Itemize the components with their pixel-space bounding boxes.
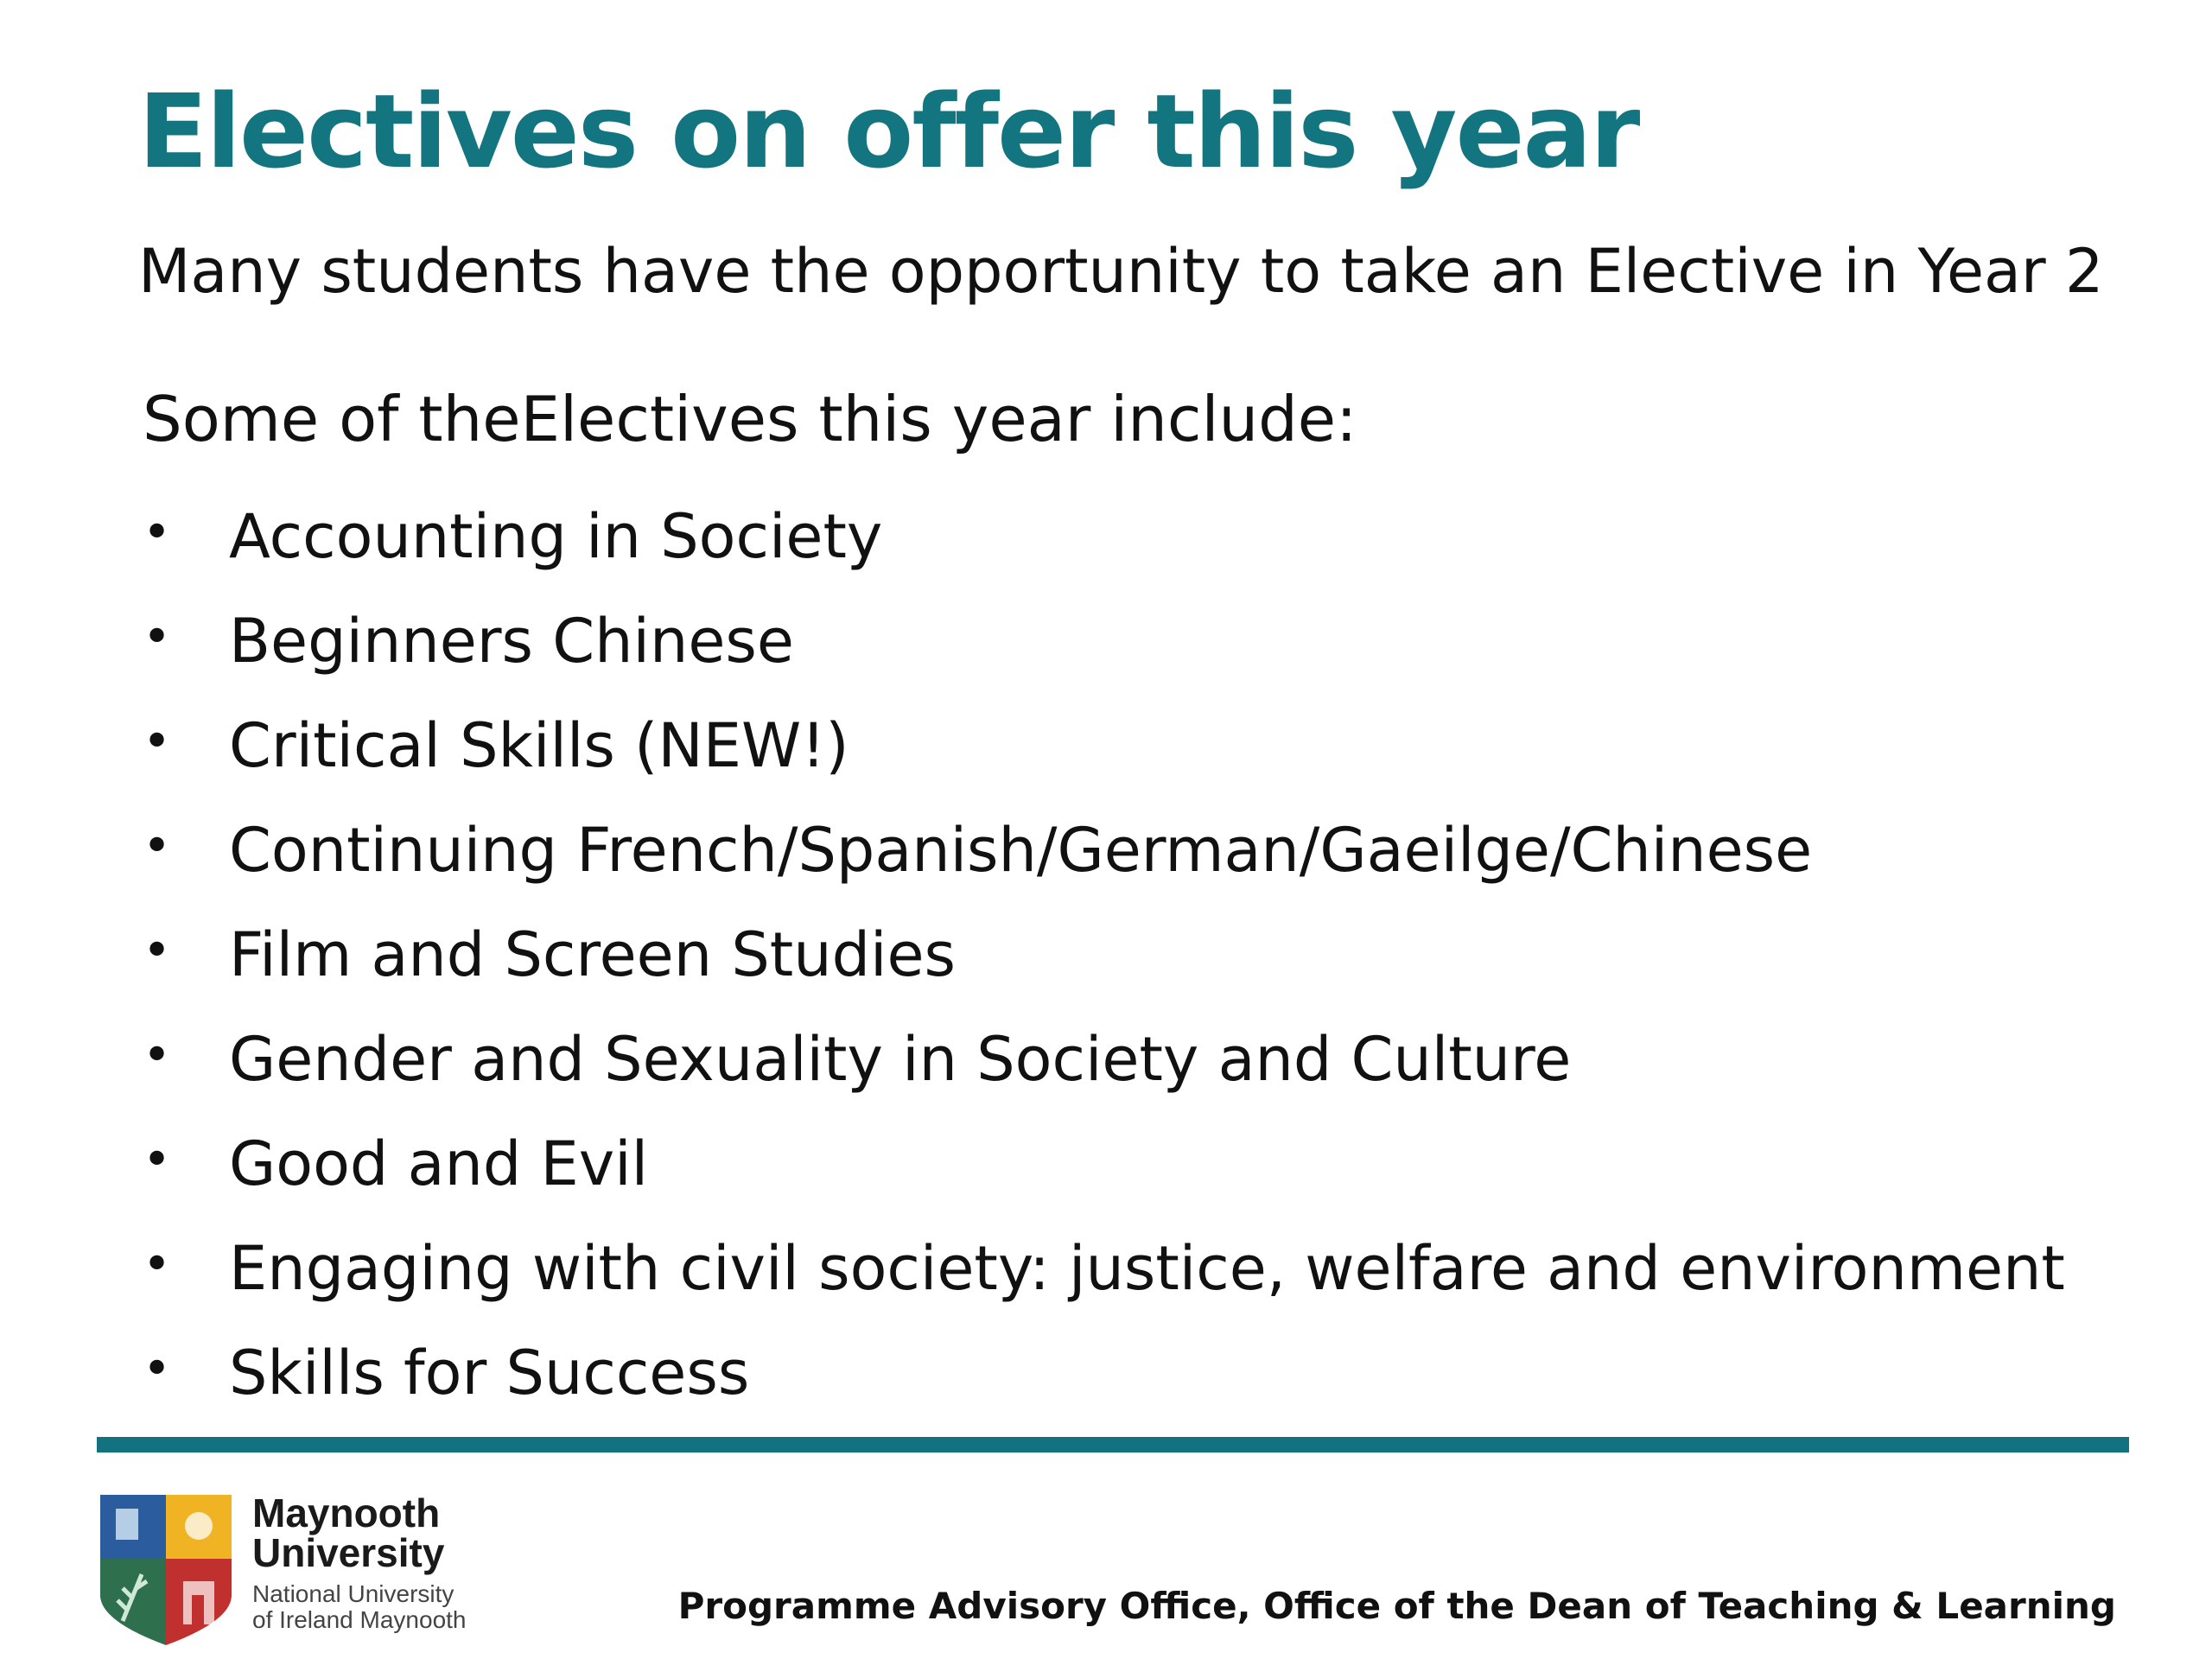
- bullet-icon: •: [143, 713, 172, 770]
- footer-divider: [97, 1437, 2129, 1452]
- logo-sub-line1: National University: [252, 1580, 454, 1607]
- list-item: [143, 693, 2065, 798]
- bullet-icon: •: [143, 1131, 172, 1188]
- logo-text: [252, 1493, 467, 1633]
- bullet-icon: •: [143, 817, 172, 874]
- elective-label: Critical Skills (NEW!): [229, 709, 849, 781]
- elective-label: Continuing French/Spanish/German/Gaeilge/Chinese: [229, 814, 1813, 886]
- list-item: [143, 798, 2065, 902]
- logo-sub-line2: of Ireland Maynooth: [252, 1606, 467, 1633]
- list-item: [143, 1320, 2065, 1425]
- list-item: [143, 588, 2065, 693]
- list-item: [143, 1216, 2065, 1320]
- list-item: [143, 902, 2065, 1007]
- bullet-icon: •: [143, 1236, 172, 1293]
- university-crest-icon: [97, 1491, 235, 1649]
- bullet-icon: •: [143, 1340, 172, 1397]
- bullet-icon: •: [143, 504, 172, 561]
- elective-label: Beginners Chinese: [229, 605, 794, 677]
- electives-list: [143, 484, 2065, 1425]
- logo-name-line2: University: [252, 1530, 445, 1575]
- elective-label: Accounting in Society: [229, 500, 883, 572]
- bullet-icon: •: [143, 608, 172, 665]
- elective-label: Skills for Success: [229, 1337, 750, 1408]
- footer-office-text: Programme Advisory Office, Office of the Dean of Teaching & Learning: [677, 1585, 2116, 1627]
- list-item: [143, 1007, 2065, 1111]
- elective-label: Gender and Sexuality in Society and Culture: [229, 1023, 1572, 1095]
- list-item: [143, 1111, 2065, 1216]
- maynooth-university-logo: [97, 1491, 467, 1649]
- slide-title: Electives on offer this year: [138, 72, 1639, 191]
- bullet-icon: •: [143, 1027, 172, 1084]
- logo-name-line1: Maynooth: [252, 1491, 441, 1535]
- list-item: [143, 484, 2065, 588]
- slide-subtitle: Many students have the opportunity to take an Elective in Year 2: [138, 236, 2104, 307]
- electives-intro: Some of theElectives this year include:: [143, 383, 1357, 455]
- elective-label: Engaging with civil society: justice, welfare and environment: [229, 1232, 2065, 1304]
- elective-label: Film and Screen Studies: [229, 918, 957, 990]
- bullet-icon: •: [143, 922, 172, 979]
- elective-label: Good and Evil: [229, 1128, 649, 1199]
